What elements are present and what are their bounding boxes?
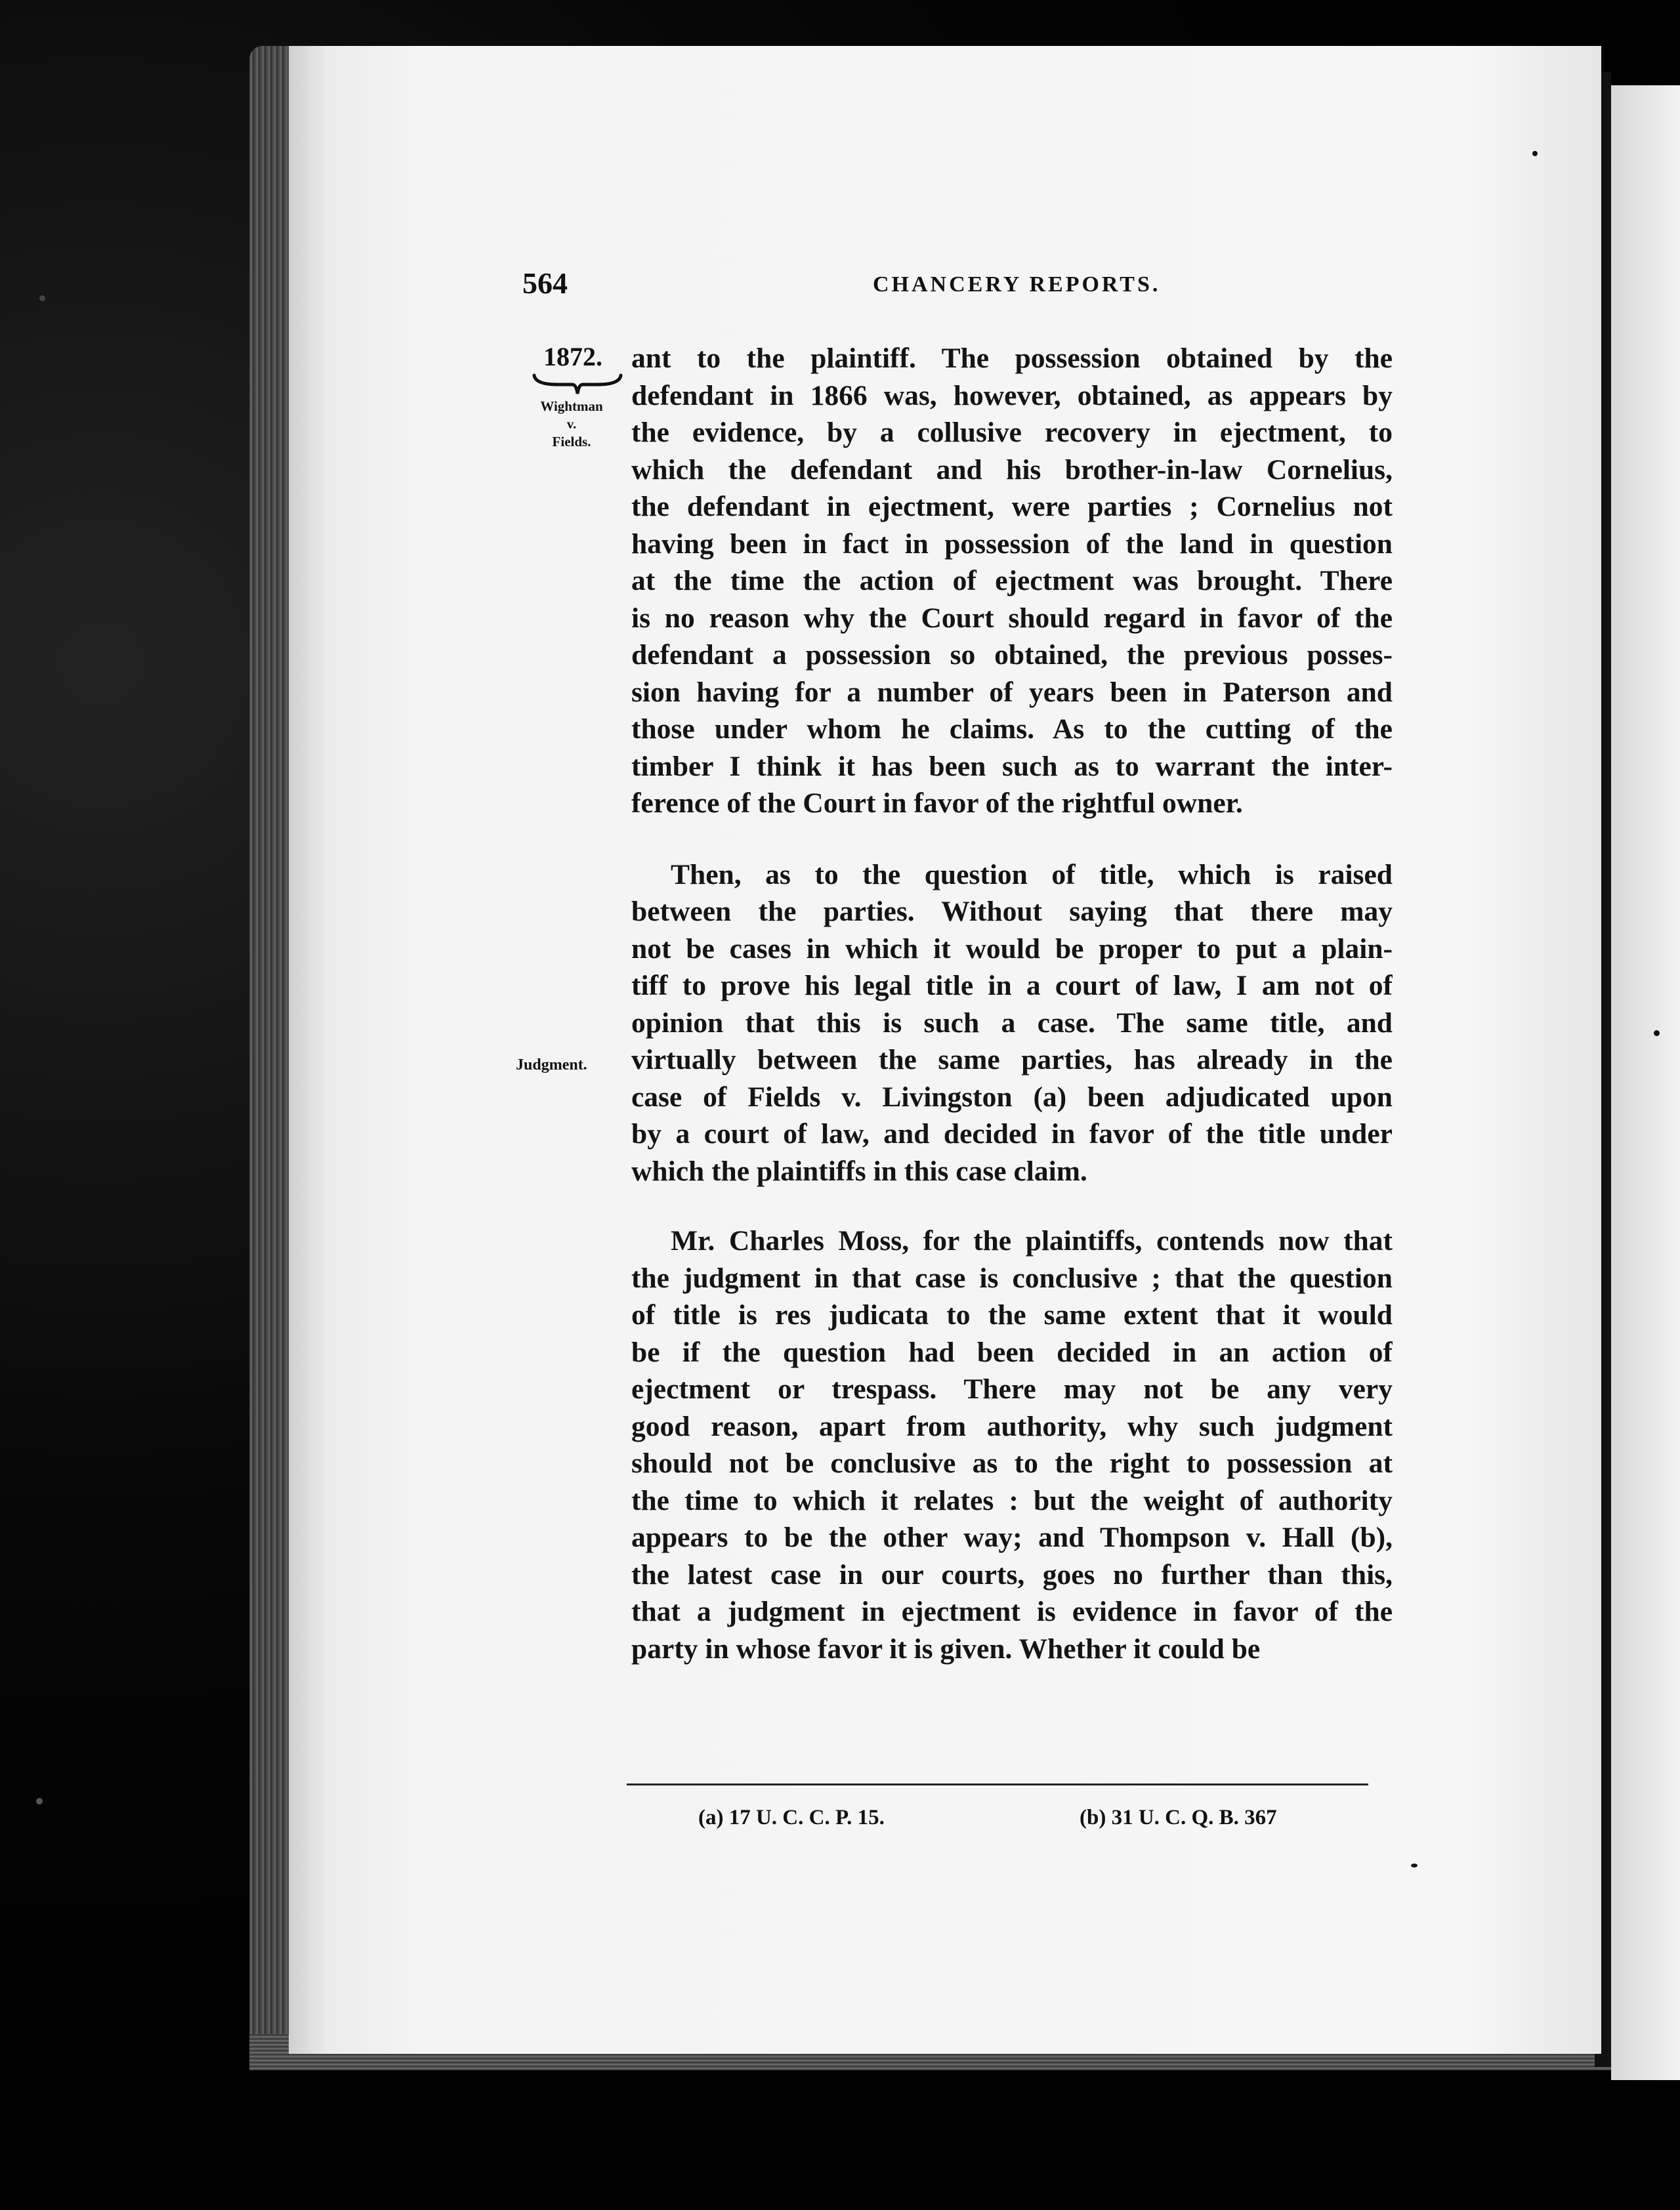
- text-line: between the parties. Without saying that there may: [631, 896, 1393, 927]
- text-line: sion having for a number of years been in Paterson and: [631, 676, 1393, 708]
- text-line: by a court of law, and decided in favor of the title under: [631, 1118, 1393, 1150]
- scan-speck: [39, 295, 45, 301]
- text-line: ant to the plaintiff. The possession obtained by the: [631, 343, 1393, 374]
- text-line: the defendant in ejectment, were parties ; Cornelius not: [631, 491, 1393, 522]
- running-head: CHANCERY REPORTS.: [873, 272, 1161, 297]
- text-line: timber I think it has been such as to warrant the inter-: [631, 750, 1393, 782]
- paragraph-2: [631, 856, 1393, 1190]
- text-line: the latest case in our courts, goes no further than this,: [631, 1558, 1393, 1591]
- margin-year: 1872.: [543, 342, 602, 371]
- text-line: which the plaintiffs in this case claim.: [631, 1155, 1087, 1187]
- case-versus: v.: [566, 416, 577, 432]
- text-line: virtually between the same parties, has already in the: [631, 1044, 1393, 1075]
- text-line: those under whom he claims. As to the cutting of the: [631, 713, 1393, 745]
- text-line: that a judgment in ejectment is evidence in favor of the: [631, 1596, 1393, 1627]
- text-line: the time to which it relates : but the weight of authority: [631, 1484, 1393, 1516]
- case-plaintiff: Wightman: [540, 398, 603, 414]
- margin-case-title: [529, 398, 614, 451]
- text-line: appears to be the other way; and Thompson v. Hall (b),: [631, 1522, 1393, 1553]
- margin-brace-icon: [532, 373, 623, 396]
- scan-speck: [1411, 1864, 1418, 1867]
- text-line: good reason, apart from authority, why such judgment: [631, 1410, 1393, 1442]
- text-line: of title is res judicata to the same extent that it would: [631, 1299, 1393, 1331]
- text-line: should not be conclusive as to the right to possession at: [631, 1448, 1393, 1479]
- text-line: defendant a possession so obtained, the previous posses-: [631, 639, 1393, 671]
- text-line: defendant in 1866 was, however, obtained, as appears by: [631, 379, 1393, 411]
- text-line: is no reason why the Court should regard in favor of the: [631, 602, 1393, 634]
- text-line: which the defendant and his brother-in-law Cornelius,: [631, 453, 1393, 486]
- text-line: case of Fields v. Livingston (a) been adjudicated upon: [631, 1081, 1393, 1113]
- footnote-a: (a) 17 U. C. C. P. 15.: [698, 1806, 885, 1829]
- text-line: opinion that this is such a case. The same title, and: [631, 1007, 1393, 1039]
- text-line: at the time the action of ejectment was brought. There: [631, 565, 1393, 596]
- text-line: party in whose favor it is given. Whether it could be: [631, 1633, 1261, 1665]
- scan-speck: [36, 1798, 43, 1804]
- text-line: the judgment in that case is conclusive ; that the question: [631, 1262, 1393, 1294]
- scan-speck: [1532, 151, 1538, 156]
- body-text: [631, 340, 1393, 1667]
- footnote-b: (b) 31 U. C. Q. B. 367: [1080, 1806, 1277, 1829]
- text-line: Mr. Charles Moss, for the plaintiffs, contends now that: [671, 1225, 1393, 1257]
- text-line: not be cases in which it would be proper to put a plain-: [631, 932, 1393, 965]
- text-line: Then, as to the question of title, which is raised: [671, 858, 1393, 890]
- paragraph-3: [631, 1222, 1393, 1667]
- case-defendant: Fields.: [552, 434, 591, 449]
- text-line: ejectment or trespass. There may not be any very: [631, 1373, 1393, 1405]
- page-number: 564: [522, 266, 568, 300]
- text-line: be if the question had been decided in an action of: [631, 1336, 1393, 1368]
- scan-speck: [1654, 1030, 1660, 1036]
- facing-page-edge: [1611, 85, 1680, 2080]
- paragraph-1: [631, 340, 1393, 822]
- text-line: the evidence, by a collusive recovery in ejectment, to: [631, 417, 1393, 448]
- margin-judgment-note: Judgment.: [516, 1056, 587, 1074]
- footnote-rule: [627, 1783, 1368, 1785]
- text-line: ference of the Court in favor of the rightful owner.: [631, 787, 1243, 819]
- text-line: having been in fact in possession of the land in question: [631, 528, 1393, 560]
- page-header: [0, 266, 1680, 305]
- text-line: tiff to prove his legal title in a court of law, I am not of: [631, 970, 1393, 1001]
